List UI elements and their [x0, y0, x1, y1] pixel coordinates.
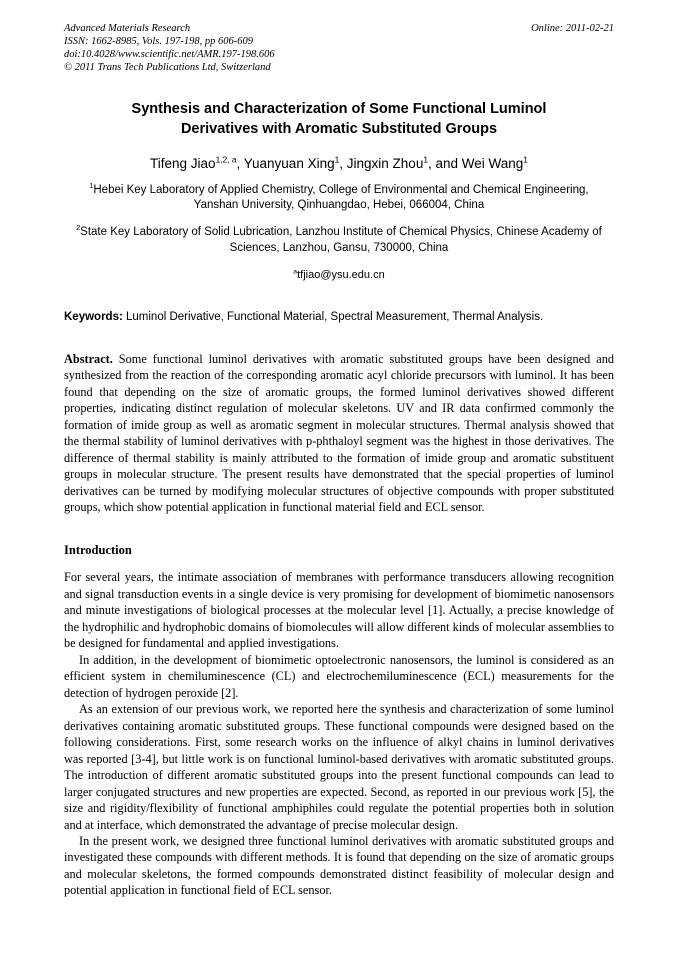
journal-header	[64, 22, 614, 75]
author-2-sep: ,	[339, 156, 347, 172]
issn-line: ISSN: 1662-8985, Vols. 197-198, pp 606-609	[64, 36, 253, 48]
abstract-paragraph	[64, 351, 614, 516]
author-1-sep: ,	[236, 156, 244, 172]
introduction-paragraph-1: For several years, the intimate association of membranes with performance transducers allowing recognition and signal transduction events in a single device is very promising for development of biomimetic nanosensors and minute investigations of biological processes at the molecular level [1]. Actually, a precise knowledge of the hydrophilic and hydrophobic domains of biomolecules will allow different kinds of molecular assemblies to be designed for fundamental and applied investigations.	[64, 570, 614, 651]
author-email	[64, 269, 614, 281]
authors-line	[64, 156, 614, 171]
abstract-text: Some functional luminol derivatives with aromatic substituted groups have been designed and synthesized from the reaction of the corresponding aromatic acyl chloride precursors with luminol. It has been found that depending on the size of aromatic groups, the formed luminol derivatives showed different properties, indicating distinct regulation of molecular skeletons. UV and IR data confirmed commonly the formation of imide group as well as aromatic segment in molecular structures. Thermal analysis showed that the thermal stability of luminol derivatives with p-phthaloyl segment was the highest in those derivatives. The difference of thermal stability is mainly attributed to the formation of imide group and aromatic substituent groups in molecular structure. The present results have demonstrated that the special properties of luminol derivatives can be turned by modifying molecular structures of objective compounds with proper substituted groups, which show potential application in functional material field and ECL sensor.	[64, 351, 614, 514]
author-2-name: Yuanyuan Xing	[243, 156, 335, 172]
affiliation-2-marker: 2	[76, 224, 81, 233]
copyright-line: © 2011 Trans Tech Publications Ltd, Switzerland	[64, 62, 271, 74]
keywords-label: Keywords:	[64, 310, 123, 323]
affiliation-1-text: Hebei Key Laboratory of Applied Chemistry, College of Environmental and Chemical Engineering, Yanshan University, Qinhuangdao, Hebei, 066004, China	[93, 184, 589, 212]
author-1-name: Tifeng Jiao	[150, 156, 216, 172]
author-4-sup: 1	[523, 154, 528, 165]
introduction-paragraph-4: In the present work, we designed three functional luminol derivatives with aromatic substituted groups and investigated these compounds with different methods. It is found that depending on the size of aromatic groups and molecular skeletons, the formed compounds demonstrated distinct feasibility of molecular design and potential application in functional field of ECL sensor.	[64, 833, 614, 898]
introduction-paragraph-2: In addition, in the development of biomimetic optoelectronic nanosensors, the luminol is considered as an efficient system in chemiluminescence (CL) and electrochemiluminescence (ECL) measurements for the detection of hydrogen peroxide [2].	[64, 652, 614, 700]
author-2	[244, 156, 347, 171]
introduction-heading: Introduction	[64, 543, 132, 558]
doi-line: doi:10.4028/www.scientific.net/AMR.197-198.606	[64, 49, 275, 61]
author-3	[347, 156, 462, 171]
email-marker: a	[293, 268, 298, 276]
keywords-text: Luminol Derivative, Functional Material, Spectral Measurement, Thermal Analysis.	[122, 310, 544, 323]
online-date: Online: 2011-02-21	[531, 23, 614, 34]
affiliation-2	[67, 225, 612, 255]
affiliation-2-text: State Key Laboratory of Solid Lubrication, Lanzhou Institute of Chemical Physics, Chinese Academy of Sciences, Lanzhou, Gansu, 730000, China	[80, 226, 602, 254]
paper-title: Synthesis and Characterization of Some Functional Luminol Derivatives with Aromatic Substituted Groups	[131, 100, 547, 137]
author-4	[462, 156, 528, 171]
affiliation-1-marker: 1	[89, 182, 94, 191]
abstract-label: Abstract.	[64, 351, 113, 366]
author-3-sup: 1	[423, 154, 428, 165]
affiliation-1	[67, 183, 612, 213]
journal-header-left	[64, 22, 275, 75]
journal-title: Advanced Materials Research	[64, 23, 191, 34]
author-3-name: Jingxin Zhou	[346, 156, 424, 172]
keywords-line	[64, 311, 614, 323]
author-1-sup: 1,2, a	[215, 154, 237, 165]
author-4-name: Wei Wang	[461, 156, 524, 172]
introduction-paragraph-3: As an extension of our previous work, we reported here the synthesis and characterization of some luminol derivatives containing aromatic substituted groups. These functional compounds were designed based on the following considerations. First, some research works on the influence of alkyl chains in luminol derivatives was reported [3-4], but little work is on functional luminol-based derivatives with aromatic substituted groups. The introduction of different aromatic substituted groups into the present functional compounds can lead to larger conjugated structures and new properties are expected. Second, as reported in our previous work [5], the size and rigidity/flexibility of functional amphiphiles could regulate the potential properties both in solution and at interface, which demonstrated the advantage of precise molecular design.	[64, 702, 614, 832]
author-1	[150, 156, 244, 171]
author-3-sep: , and	[427, 156, 462, 172]
email-text: tfjiao@ysu.edu.cn	[297, 268, 385, 281]
author-2-sup: 1	[334, 154, 340, 165]
